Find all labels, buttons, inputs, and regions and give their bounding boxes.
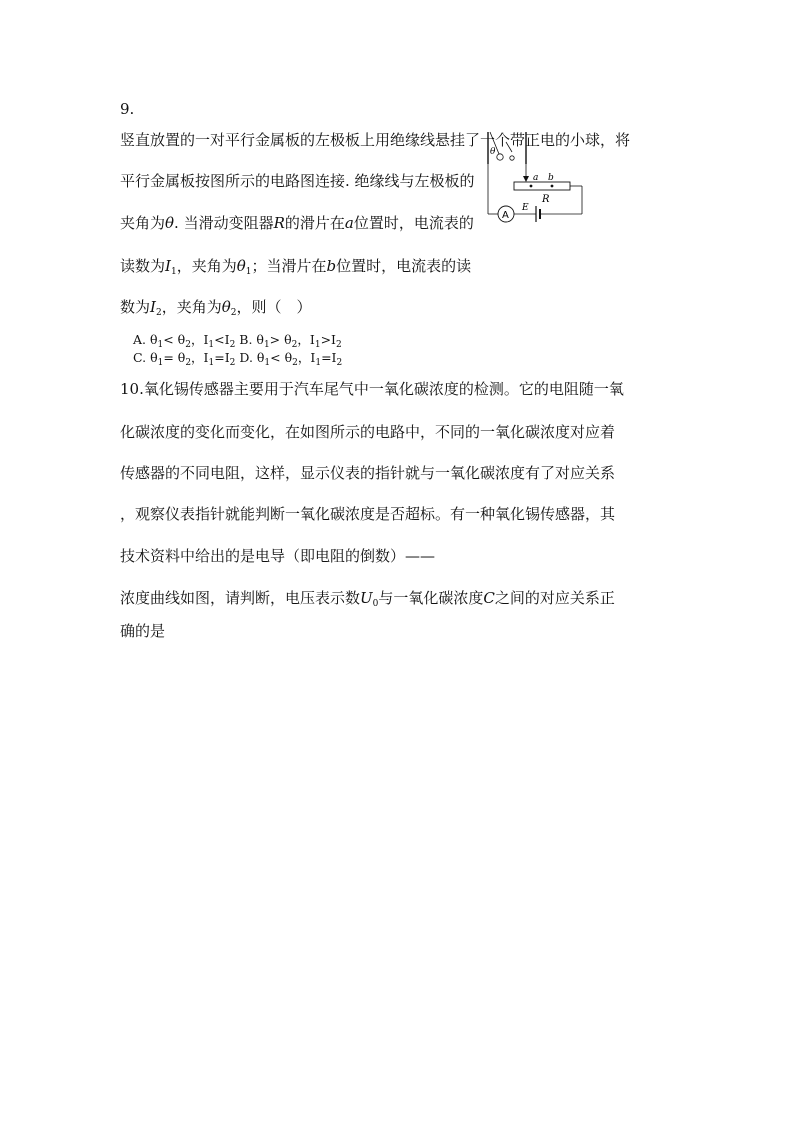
question-10-line-3: 传感器的不同电阻，这样，显示仪表的指针就与一氧化碳浓度有了对应关系 <box>120 464 616 482</box>
question-9-line-5: 数为$I_2$，夹角为$\theta_2$，则（ ） <box>120 298 312 318</box>
fig-b-label: b <box>548 173 554 183</box>
switch-lever <box>506 142 512 152</box>
point-a <box>530 185 533 188</box>
rheostat <box>514 182 570 190</box>
question-9-options-ab: A. $\theta_1< \theta_2$，$I_1<I_2$ B. $\theta_1> \theta_2$，$I_1>I_2$ <box>133 332 342 350</box>
switch-contact <box>510 156 514 160</box>
question-10-line-1: 10.氧化锡传感器主要用于汽车尾气中一氧化碳浓度的检测。它的电阻随一氧 <box>120 380 624 398</box>
question-9-number: 9. <box>120 100 135 118</box>
fig-a-label: a <box>533 173 539 183</box>
charged-ball <box>497 154 503 160</box>
circuit-diagram <box>476 128 588 226</box>
slider-arrow <box>523 176 529 182</box>
question-9-line-3: 夹角为θ. 当滑动变阻器R的滑片在a位置时，电流表的 <box>120 214 474 232</box>
question-10-line-2: 化碳浓度的变化而变化，在如图所示的电路中，不同的一氧化碳浓度对应着 <box>120 423 616 441</box>
fig-theta-label: θ <box>490 147 496 157</box>
question-10-line-5: 技术资料中给出的是电导（即电阻的倒数）—— <box>120 547 436 565</box>
question-10-line-4: ，观察仪表指针就能判断一氧化碳浓度是否超标。有一种氧化锡传感器，其 <box>120 505 616 523</box>
question-9-line-1: 竖直放置的一对平行金属板的左极板上用绝缘线悬挂了一个带正电的小球，将 <box>120 131 631 149</box>
point-b <box>551 185 554 188</box>
fig-E-label: E <box>522 203 529 213</box>
fig-R-label: R <box>542 194 550 205</box>
question-9-options-cd: C. $\theta_1= \theta_2$，$I_1=I_2$ D. $\theta_1< \theta_2$，$I_1=I_2$ <box>133 350 343 368</box>
question-9-line-4: 读数为$I_1$，夹角为$\theta_1$；当滑片在b位置时，电流表的读 <box>120 257 472 277</box>
question-10-line-7: 确的是 <box>120 622 166 640</box>
question-10-line-6: 浓度曲线如图，请判断，电压表示数$U_0$与一氧化碳浓度C之间的对应关系正 <box>120 589 615 609</box>
question-9-line-2: 平行金属板按图所示的电路图连接. 绝缘线与左极板的 <box>120 172 475 190</box>
fig-ammeter-label: A <box>502 210 509 221</box>
